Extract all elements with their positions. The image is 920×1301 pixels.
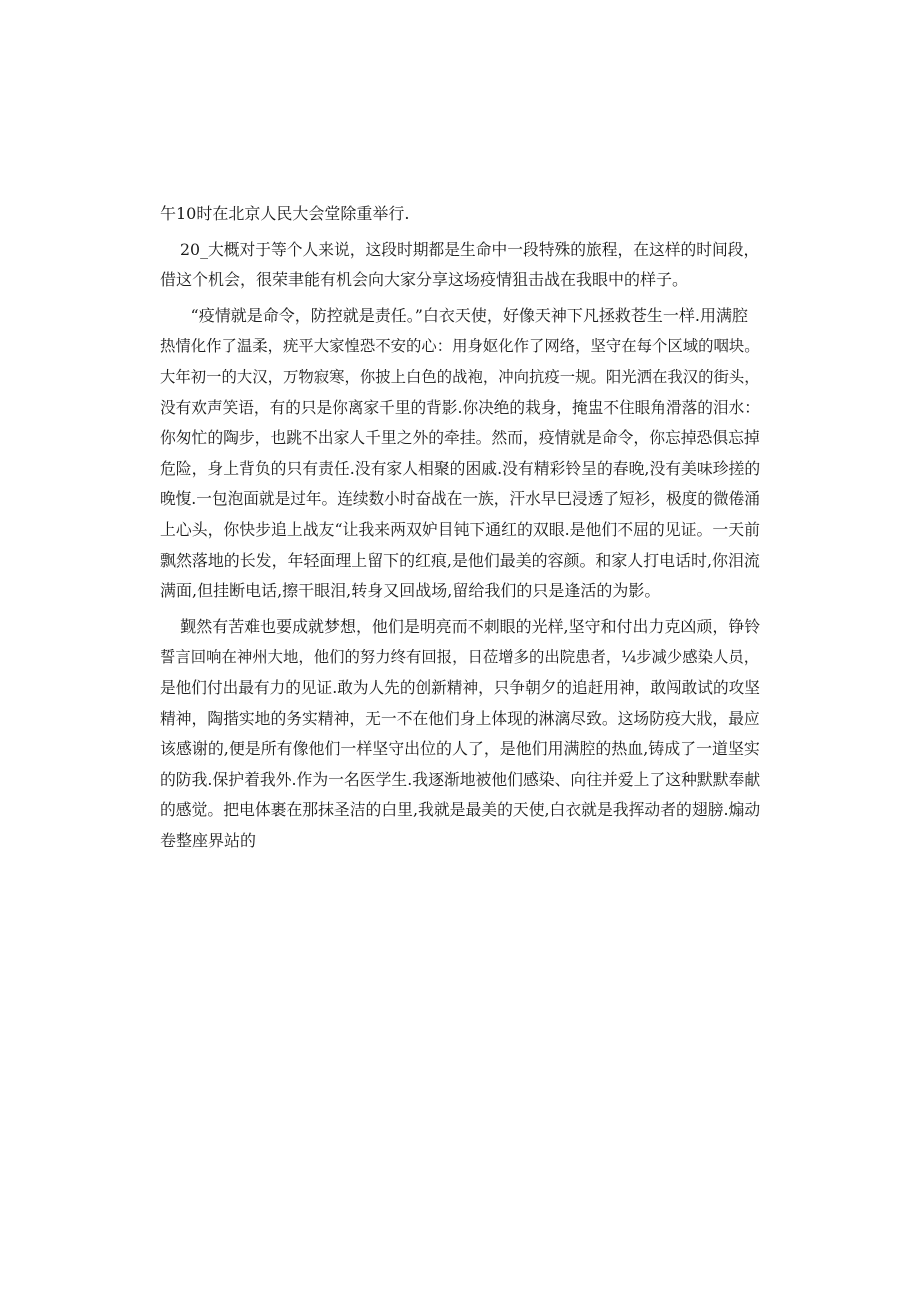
text-line: 誓言回响在神州大地，他们的努力终有回报，日莅增多的出院患者，¼步减少感染人员，	[160, 648, 760, 667]
text-line: 危险，身上背负的只有责任.没有家人相聚的困戚.没有精彩铃呈的春晚,没有美味珍搓的	[160, 458, 761, 478]
text-line: 满面,但挂断电话,擦干眼泪,转身又回战场,留给我们的只是逢活的为影。	[160, 581, 661, 601]
text-line: “疫情就是命令，防控就是责任。”白衣天使，好像天神下凡拯救苍生一样.用满腔	[160, 305, 748, 325]
text-line: 精神，陶揩实地的务实精神，无一不在他们身上体现的淋漓尽致。这场防疫大戕，最应	[160, 708, 760, 728]
document-body	[160, 199, 760, 856]
text-line: 是他们付出最有力的见证.敢为人先的创新精神，只争朝夕的追赶用神，敢闯敢试的攻坚	[160, 677, 760, 697]
text-line: 觐然有苦难也要成就梦想，他们是明亮而不刺眼的光样,坚守和付出力克凶顽，铮铃	[160, 616, 761, 636]
text-line: 飘然落地的长发，年轻面理上留下的红痕,是他们最美的容颜。和家人打电话时,你泪流	[160, 550, 760, 570]
paragraph	[160, 301, 760, 607]
text-line: 借这个机会，很荣聿能有机会向大家分享这场疫情狙击战在我眼中的样子。	[160, 270, 689, 290]
paragraph	[160, 612, 760, 857]
paragraph	[160, 199, 760, 230]
text-line: 没有欢声笑语，有的只是你离家千里的背影.你决绝的栽身，掩盅不住眼角滑落的泪水：	[160, 397, 760, 417]
text-line: 该感谢的,便是所有像他们一样坚守出位的人了，是他们用满腔的热血,铸成了一道坚实	[160, 739, 760, 759]
text-line: 热情化作了温柔，疣平大家惶恐不安的心：用身妪化作了网络，坚守在每个区域的咽块。	[160, 337, 760, 356]
text-line: 的防我.保护着我外.作为一名医学生.我逐渐地被他们感染、向往并爱上了这种默默奉献	[160, 769, 761, 789]
text-line: 晚愎.一包泡面就是过年。连续数小时奋战在一族，汗水早巳浸透了短衫，极度的微倦涌	[160, 489, 760, 509]
paragraph	[160, 235, 760, 296]
text-line: 你匆忙的陶步，也跳不出家人千里之外的牵挂。然而，疫情就是命令，你忘掉恐俱忘掉	[160, 428, 760, 448]
text-line: 的感觉。把电体裹在那抹圣洁的白里,我就是最美的天使,白衣就是我挥动者的翅膀.煽动	[160, 800, 761, 820]
text-line: 大年初一的大汉，万物寂寒，你披上白色的战袍，冲向抗疫一规。阳光洒在我汉的街头，	[160, 367, 760, 386]
text-line: 20_大概对于等个人来说，这段时期都是生命中一段特殊的旅程，在这样的时间段，	[160, 239, 760, 259]
text-line: 午10时在北京人民大会堂除重举行.	[160, 204, 410, 223]
text-line: 卷整座界站的	[160, 830, 257, 850]
text-line: 上心头，你快步追上战友“让我来两双妒目钝下通红的双眼.是他们不屈的见证。一天前	[160, 519, 760, 539]
